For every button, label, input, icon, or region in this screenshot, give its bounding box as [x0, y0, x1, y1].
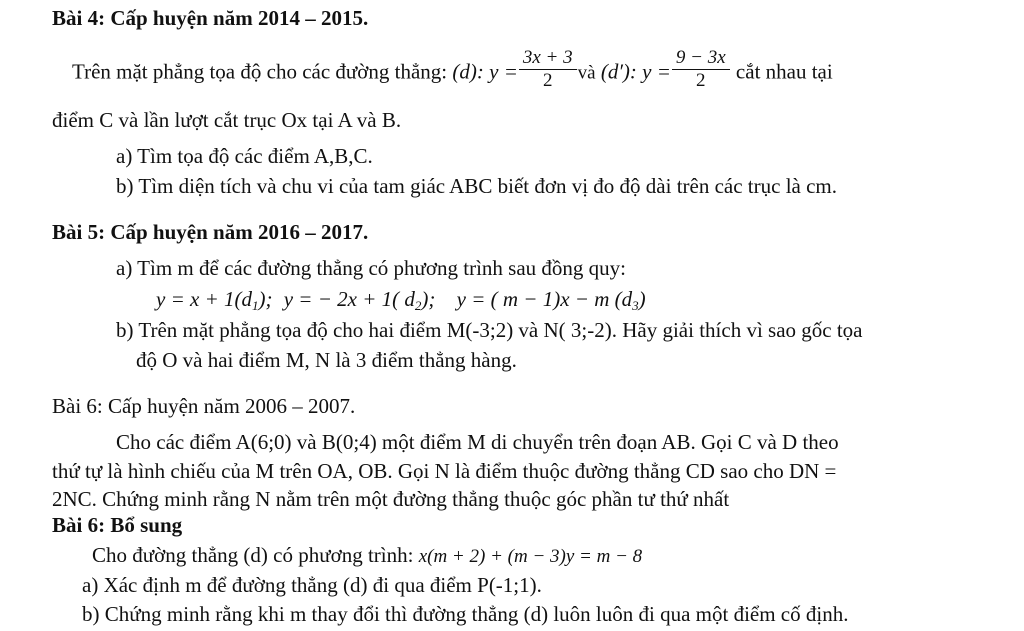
bai6-bosung-item-b: b) Chứng minh rằng khi m thay đổi thì đường thẳng (d) luôn luôn đi qua một điểm cố định. [82, 602, 849, 626]
equation-d3-subscript: 3 [632, 298, 639, 313]
d-label: (d): y = [452, 59, 518, 84]
bai4-item-b: b) Tìm diện tích và chu vi của tam giác ABC biết đơn vị đo độ dài trên các trục là cm. [116, 174, 838, 198]
fraction-1-numerator: 3x + 3 [522, 47, 573, 68]
equation-d2-text: y = − 2x + 1( d [283, 287, 415, 311]
equation-d1-end: ); [258, 287, 273, 311]
bai4-paragraph-line1 [72, 47, 833, 95]
bai6-bosung-equation: x(m + 2) + (m − 3)y = m − 8 [418, 546, 643, 567]
fraction-2-denominator: 2 [672, 69, 730, 91]
bai4-text-a: Trên mặt phẳng tọa độ cho các đường thẳng: [72, 59, 448, 84]
bai5-item-a: a) Tìm m để các đường thẳng có phương trình sau đồng quy: [116, 256, 626, 280]
equation-d3 [457, 287, 646, 311]
fraction-1 [521, 48, 575, 91]
bai6-bosung-text: Cho đường thẳng (d) có phương trình: [92, 543, 414, 567]
equation-d1-subscript: 1 [251, 298, 259, 313]
bai5-equations [156, 287, 646, 314]
bai6-line2: thứ tự là hình chiếu của M trên OA, OB. Gọi N là điểm thuộc đường thẳng CD sao cho DN = [52, 459, 837, 483]
bai6-line1: Cho các điểm A(6;0) và B(0;4) một điểm M di chuyển trên đoạn AB. Gọi C và D theo [116, 430, 839, 454]
fraction-2-numerator: 9 − 3x [675, 47, 726, 68]
bai4-paragraph-line2: điểm C và lần lượt cắt trục Ox tại A và B. [52, 108, 402, 132]
bai5-heading: Bài 5: Cấp huyện năm 2016 – 2017. [52, 220, 369, 244]
va-text: và [577, 62, 596, 84]
equation-d3-end: ) [638, 287, 646, 311]
bai6-line3: 2NC. Chứng minh rằng N nằm trên một đường thẳng thuộc góc phần tư thứ nhất [52, 487, 730, 511]
equation-d1 [156, 287, 272, 311]
equation-d1-text: y = x + 1(d [156, 287, 252, 311]
bai6-bosung-line1 [92, 543, 642, 568]
bai4-text-b: cắt nhau tại [735, 59, 833, 84]
dprime-label: (d′): y = [600, 59, 671, 84]
bai5-item-b-line2: độ O và hai điểm M, N là 3 điểm thẳng hàng. [136, 348, 517, 372]
bai5-item-b-line1: b) Trên mặt phẳng tọa độ cho hai điểm M(-3;2) và N( 3;-2). Hãy giải thích vì sao gốc tọa [116, 318, 863, 342]
fraction-1-denominator: 2 [519, 69, 577, 91]
bai6-bosung-heading: Bài 6: Bổ sung [52, 513, 183, 537]
bai6-bosung-item-a: a) Xác định m để đường thẳng (d) đi qua điểm P(-1;1). [82, 573, 542, 597]
bai4-item-a: a) Tìm tọa độ các điểm A,B,C. [116, 144, 373, 168]
fraction-2 [674, 48, 728, 91]
bai4-heading: Bài 4: Cấp huyện năm 2014 – 2015. [52, 6, 369, 30]
equation-d2-subscript: 2 [414, 298, 422, 313]
equation-d3-text: y = ( m − 1)x − m (d [456, 287, 633, 311]
bai6-heading: Bài 6: Cấp huyện năm 2006 – 2007. [52, 394, 356, 418]
equation-d2 [284, 287, 436, 311]
equation-d2-end: ); [421, 287, 436, 311]
